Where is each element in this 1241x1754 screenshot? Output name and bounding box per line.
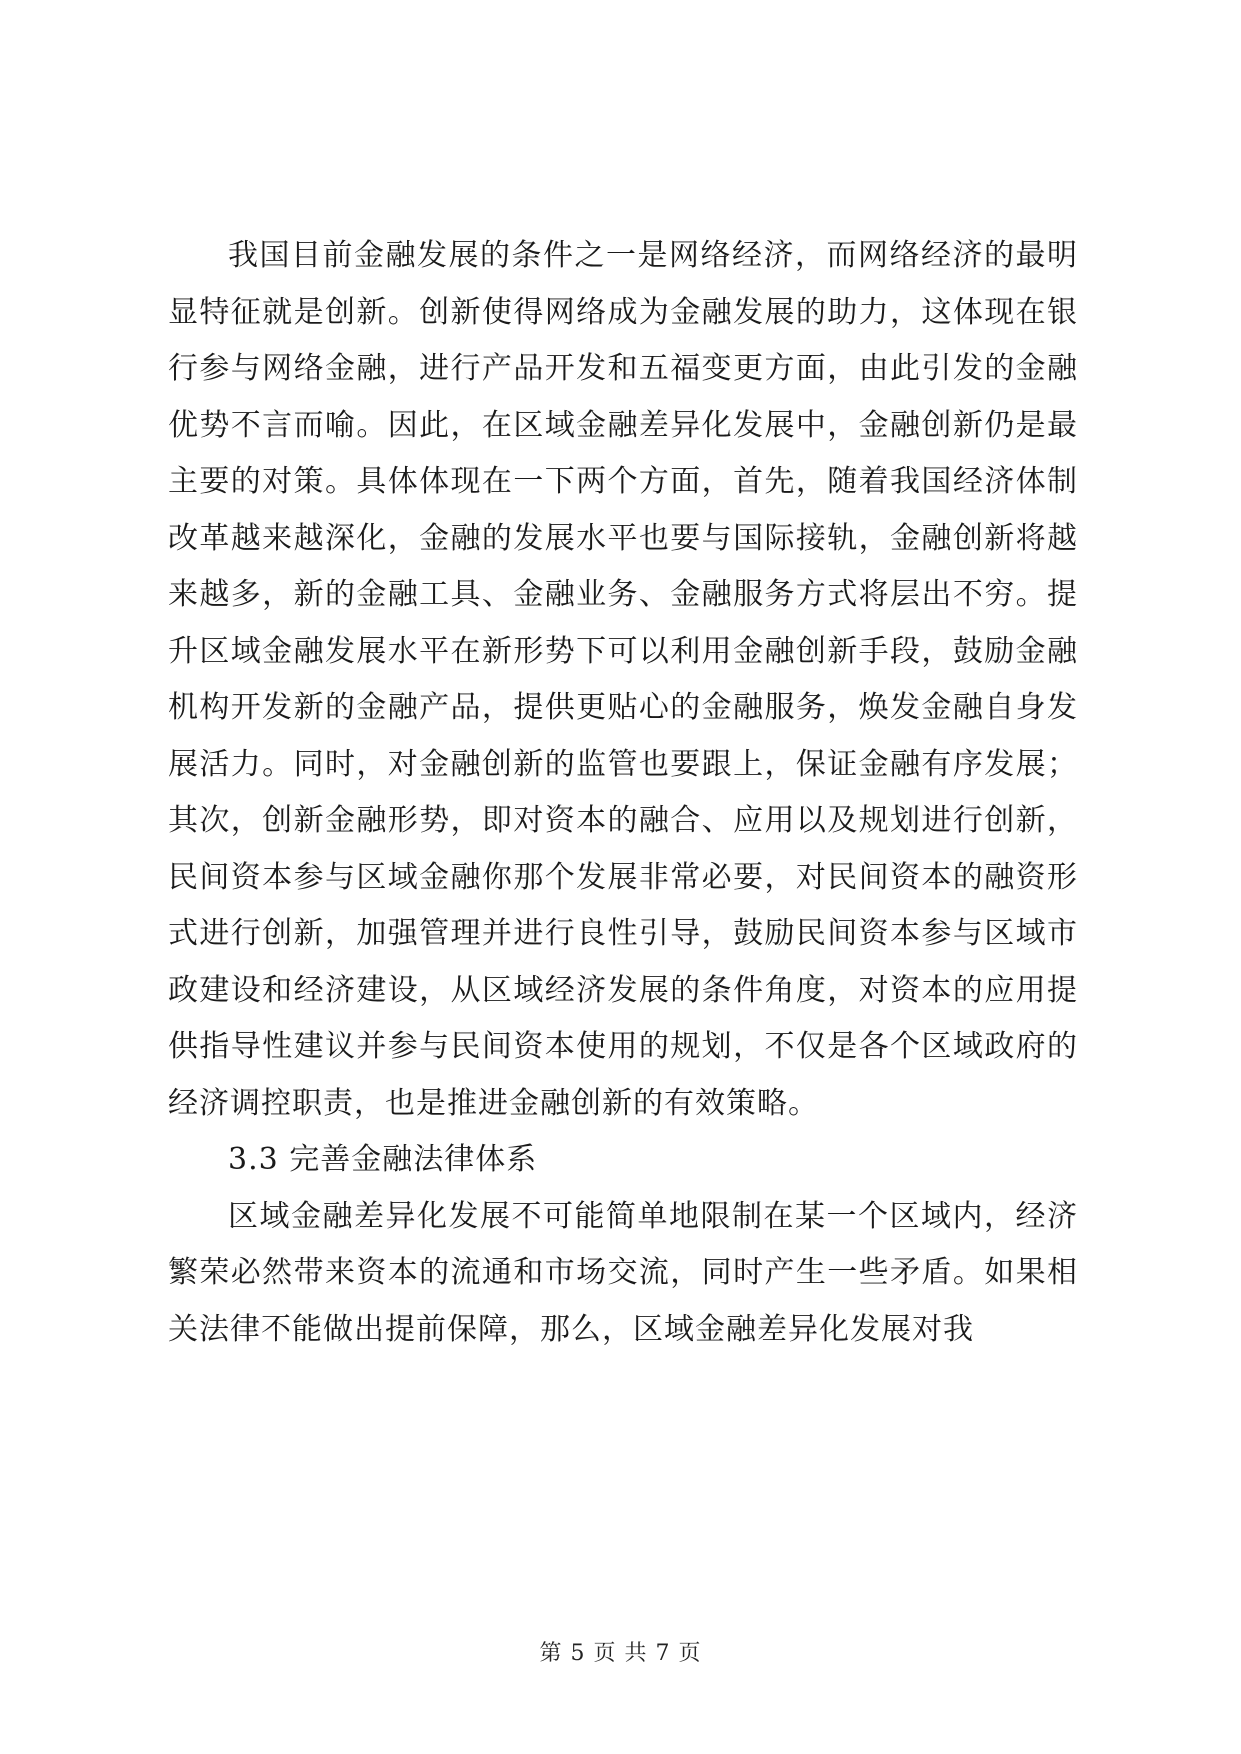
document-body bbox=[168, 228, 1078, 1358]
paragraph-legal-system: 区域金融差异化发展不可能简单地限制在某一个区域内，经济繁荣必然带来资本的流通和市场交流，同时产生一些矛盾。如果相关法律不能做出提前保障，那么，区域金融差异化发展对我 bbox=[168, 1198, 1078, 1347]
section-heading-3-3: 3.3 完善金融法律体系 bbox=[228, 1142, 538, 1177]
page-number-footer: 第 5 页 共 7 页 bbox=[539, 1641, 702, 1666]
paragraph-innovation: 我国目前金融发展的条件之一是网络经济，而网络经济的最明显特征就是创新。创新使得网络成为金融发展的助力，这体现在银行参与网络金融，进行产品开发和五福变更方面，由此引发的金融优势不言而喻。因此，在区域金融差异化发展中，金融创新仍是最主要的对策。具体体现在一下两个方面，首先，随着我国经济体制改革越来越深化，金融的发展水平也要与国际接轨，金融创新将越来越多，新的金融工具、金融业务、金融服务方式将层出不穷。提升区域金融发展水平在新形势下可以利用金融创新手段，鼓励金融机构开发新的金融产品，提供更贴心的金融服务，焕发金融自身发展活力。同时，对金融创新的监管也要跟上，保证金融有序发展；其次，创新金融形势，即对资本的融合、应用以及规划进行创新，民间资本参与区域金融你那个发展非常必要，对民间资本的融资形式进行创新，加强管理并进行良性引导，鼓励民间资本参与区域市政建设和经济建设，从区域经济发展的条件角度，对资本的应用提供指导性建议并参与民间资本使用的规划，不仅是各个区域政府的经济调控职责，也是推进金融创新的有效策略。 bbox=[168, 238, 1078, 1121]
